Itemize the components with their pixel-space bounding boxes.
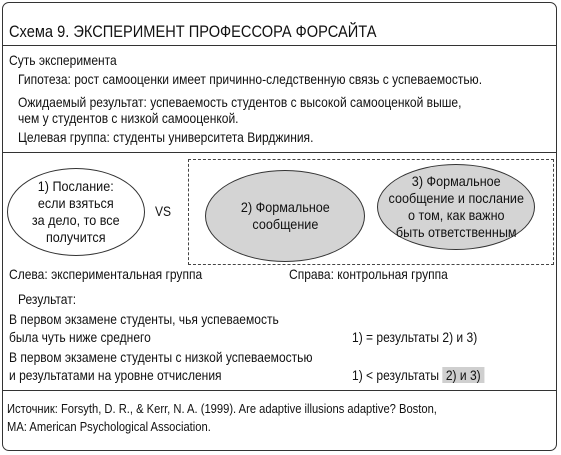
title-divider: [2, 45, 557, 46]
left-caption: Слева: экспериментальная группа: [9, 266, 203, 282]
hypothesis-text: Гипотеза: рост самооценки имеет причинно-следственную связь с успеваемостью.: [18, 71, 483, 87]
expected-result-line1: Ожидаемый результат: успеваемость студентов с высокой самооценкой выше,: [18, 94, 462, 110]
source-line2: MA: American Psychological Association.: [7, 419, 211, 434]
expected-result-line2: чем у студентов с низкой самооценкой.: [18, 110, 239, 126]
diagram-title: Схема 9. ЭКСПЕРИМЕНТ ПРОФЕССОРА ФОРСАЙТА: [9, 22, 377, 41]
source-divider: [2, 390, 557, 391]
experimental-group-label: 1) Послание: если взяться за дело, то все получится: [32, 178, 120, 245]
result-row2-line2: и результатами на уровне отчисления: [9, 367, 222, 383]
essence-heading: Суть эксперимента: [9, 52, 117, 68]
result-row1-line1: В первом экзамене студенты, чья успеваемость: [9, 311, 279, 327]
target-group-text: Целевая группа: студенты университета Вирджиния.: [18, 129, 314, 145]
control-group-ellipse-3: [377, 164, 535, 250]
experimental-group-ellipse: [7, 168, 145, 256]
control-group-label-3: 3) Формальное сообщение и послание о том, как важно быть ответственным: [388, 173, 524, 240]
result-row2-line1: В первом экзамене студенты с низкой успеваемостью: [9, 349, 313, 365]
vs-label: VS: [155, 203, 172, 219]
result-row1-value: 1) = результаты 2) и 3): [352, 329, 478, 345]
result-row2-value-prefix: 1) < результаты: [352, 367, 440, 383]
control-group-ellipse-2: [205, 170, 365, 262]
result-row1-line2: была чуть ниже среднего: [9, 329, 151, 345]
source-line1: Источник: Forsyth, D. R., & Kerr, N. A. (1999). Are adaptive illusions adaptive? Boston,: [7, 401, 437, 416]
right-caption: Справа: контрольная группа: [289, 266, 448, 282]
result-row2-highlight: 2) и 3): [442, 367, 484, 383]
essence-divider: [2, 152, 557, 153]
result-row2-value: [352, 367, 484, 383]
result-heading: Результат:: [18, 291, 77, 307]
control-group-label-2: 2) Формальное сообщение: [240, 199, 330, 232]
